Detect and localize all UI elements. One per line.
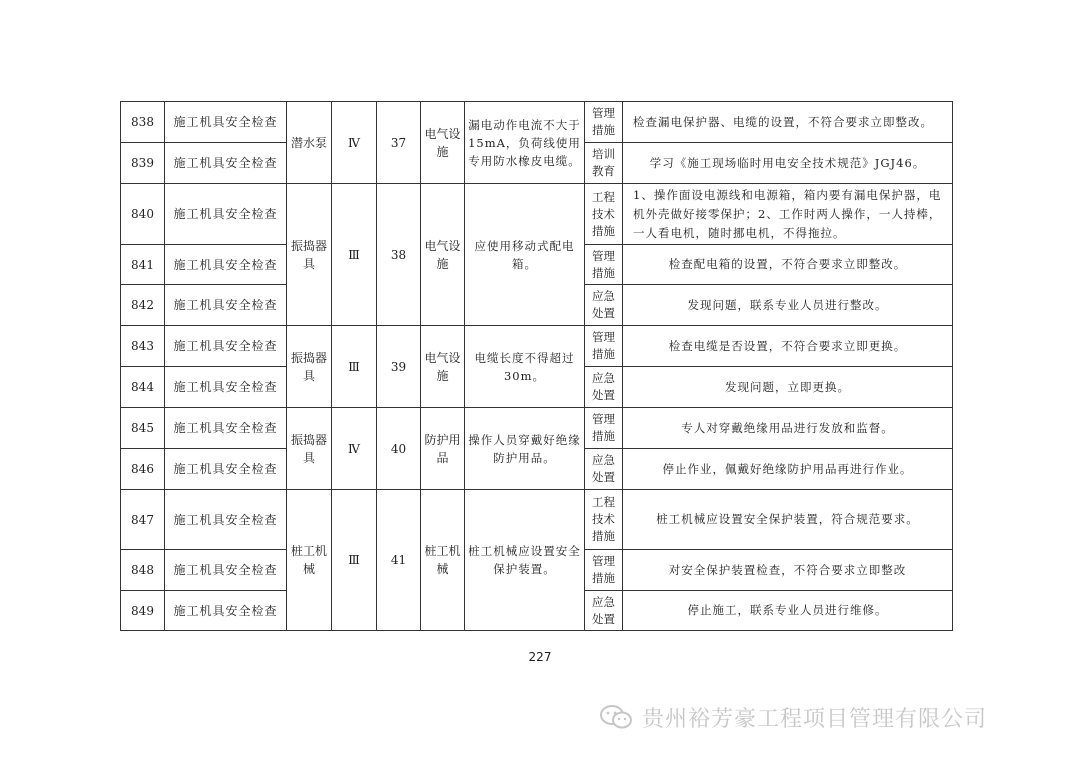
measure-text: 检查配电箱的设置，不符合要求立即整改。 <box>623 245 953 285</box>
row-number: 847 <box>121 490 165 550</box>
wechat-icon <box>598 704 634 730</box>
row-category: 施工机具安全检查 <box>165 102 287 143</box>
measure-text: 检查漏电保护器、电缆的设置，不符合要求立即整改。 <box>623 102 953 143</box>
row-category: 施工机具安全检查 <box>165 245 287 285</box>
row-number: 840 <box>121 184 165 245</box>
watermark-text: 贵州裕芳豪工程项目管理有限公司 <box>642 706 988 732</box>
measure-text: 发现问题，联系专业人员进行整改。 <box>623 285 953 326</box>
table-row <box>121 102 953 143</box>
measure-type: 应急处置 <box>585 591 623 631</box>
table-row <box>121 326 953 367</box>
measure-type: 应急处置 <box>585 367 623 408</box>
measure-type: 应急处置 <box>585 449 623 490</box>
measure-type: 培训教育 <box>585 143 623 184</box>
measure-type: 管理措施 <box>585 102 623 143</box>
table-row <box>121 490 953 550</box>
measure-type: 应急处置 <box>585 285 623 326</box>
page-number: 227 <box>528 650 552 664</box>
row-category: 施工机具安全检查 <box>165 591 287 631</box>
requirement-cell: 电缆长度不得超过30m。 <box>465 326 585 408</box>
measure-text: 停止作业，佩戴好绝缘防护用品再进行作业。 <box>623 449 953 490</box>
row-number: 844 <box>121 367 165 408</box>
hazard-cell: 防护用品 <box>421 408 465 490</box>
row-category: 施工机具安全检查 <box>165 143 287 184</box>
requirement-cell: 漏电动作电流不大于15mA，负荷线使用专用防水橡皮电缆。 <box>465 102 585 184</box>
row-number: 846 <box>121 449 165 490</box>
risk-level-cell: Ⅳ <box>332 408 377 490</box>
row-category: 施工机具安全检查 <box>165 490 287 550</box>
row-category: 施工机具安全检查 <box>165 449 287 490</box>
measure-text: 学习《施工现场临时用电安全技术规范》JGJ46。 <box>623 143 953 184</box>
row-number: 845 <box>121 408 165 449</box>
equipment-cell: 桩工机械 <box>287 490 332 631</box>
measure-text: 停止施工，联系专业人员进行维修。 <box>623 591 953 631</box>
safety-inspection-table <box>120 101 953 631</box>
hazard-cell: 电气设施 <box>421 326 465 408</box>
table-row <box>121 184 953 245</box>
row-category: 施工机具安全检查 <box>165 550 287 591</box>
row-number: 839 <box>121 143 165 184</box>
measure-type: 管理措施 <box>585 326 623 367</box>
row-category: 施工机具安全检查 <box>165 285 287 326</box>
row-category: 施工机具安全检查 <box>165 326 287 367</box>
measure-type: 工程技术措施 <box>585 490 623 550</box>
row-number: 849 <box>121 591 165 631</box>
item-number-cell: 40 <box>377 408 421 490</box>
row-number: 848 <box>121 550 165 591</box>
requirement-cell: 应使用移动式配电箱。 <box>465 184 585 326</box>
watermark <box>598 702 1048 732</box>
measure-text: 专人对穿戴绝缘用品进行发放和监督。 <box>623 408 953 449</box>
row-category: 施工机具安全检查 <box>165 367 287 408</box>
row-number: 841 <box>121 245 165 285</box>
item-number-cell: 38 <box>377 184 421 326</box>
measure-text: 发现问题，立即更换。 <box>623 367 953 408</box>
requirement-cell: 桩工机械应设置安全保护装置。 <box>465 490 585 631</box>
row-category: 施工机具安全检查 <box>165 408 287 449</box>
measure-text: 桩工机械应设置安全保护装置，符合规范要求。 <box>623 490 953 550</box>
row-number: 842 <box>121 285 165 326</box>
risk-level-cell: Ⅲ <box>332 326 377 408</box>
equipment-cell: 振捣器具 <box>287 408 332 490</box>
measure-text: 对安全保护装置检查，不符合要求立即整改 <box>623 550 953 591</box>
measure-text: 1、操作面设电源线和电源箱，箱内要有漏电保护器，电机外壳做好接零保护；2、工作时两人操作，一人持棒，一人看电机，随时挪电机，不得拖拉。 <box>623 184 953 245</box>
risk-level-cell: Ⅳ <box>332 102 377 184</box>
equipment-cell: 潜水泵 <box>287 102 332 184</box>
item-number-cell: 41 <box>377 490 421 631</box>
equipment-cell: 振捣器具 <box>287 184 332 326</box>
table-row <box>121 408 953 449</box>
measure-type: 管理措施 <box>585 550 623 591</box>
risk-level-cell: Ⅲ <box>332 490 377 631</box>
item-number-cell: 37 <box>377 102 421 184</box>
item-number-cell: 39 <box>377 326 421 408</box>
measure-type: 管理措施 <box>585 408 623 449</box>
measure-type: 管理措施 <box>585 245 623 285</box>
row-category: 施工机具安全检查 <box>165 184 287 245</box>
hazard-cell: 电气设施 <box>421 102 465 184</box>
equipment-cell: 振捣器具 <box>287 326 332 408</box>
measure-text: 检查电缆是否设置，不符合要求立即更换。 <box>623 326 953 367</box>
requirement-cell: 操作人员穿戴好绝缘防护用品。 <box>465 408 585 490</box>
row-number: 843 <box>121 326 165 367</box>
hazard-cell: 桩工机械 <box>421 490 465 631</box>
row-number: 838 <box>121 102 165 143</box>
risk-level-cell: Ⅲ <box>332 184 377 326</box>
measure-type: 工程技术措施 <box>585 184 623 245</box>
hazard-cell: 电气设施 <box>421 184 465 326</box>
